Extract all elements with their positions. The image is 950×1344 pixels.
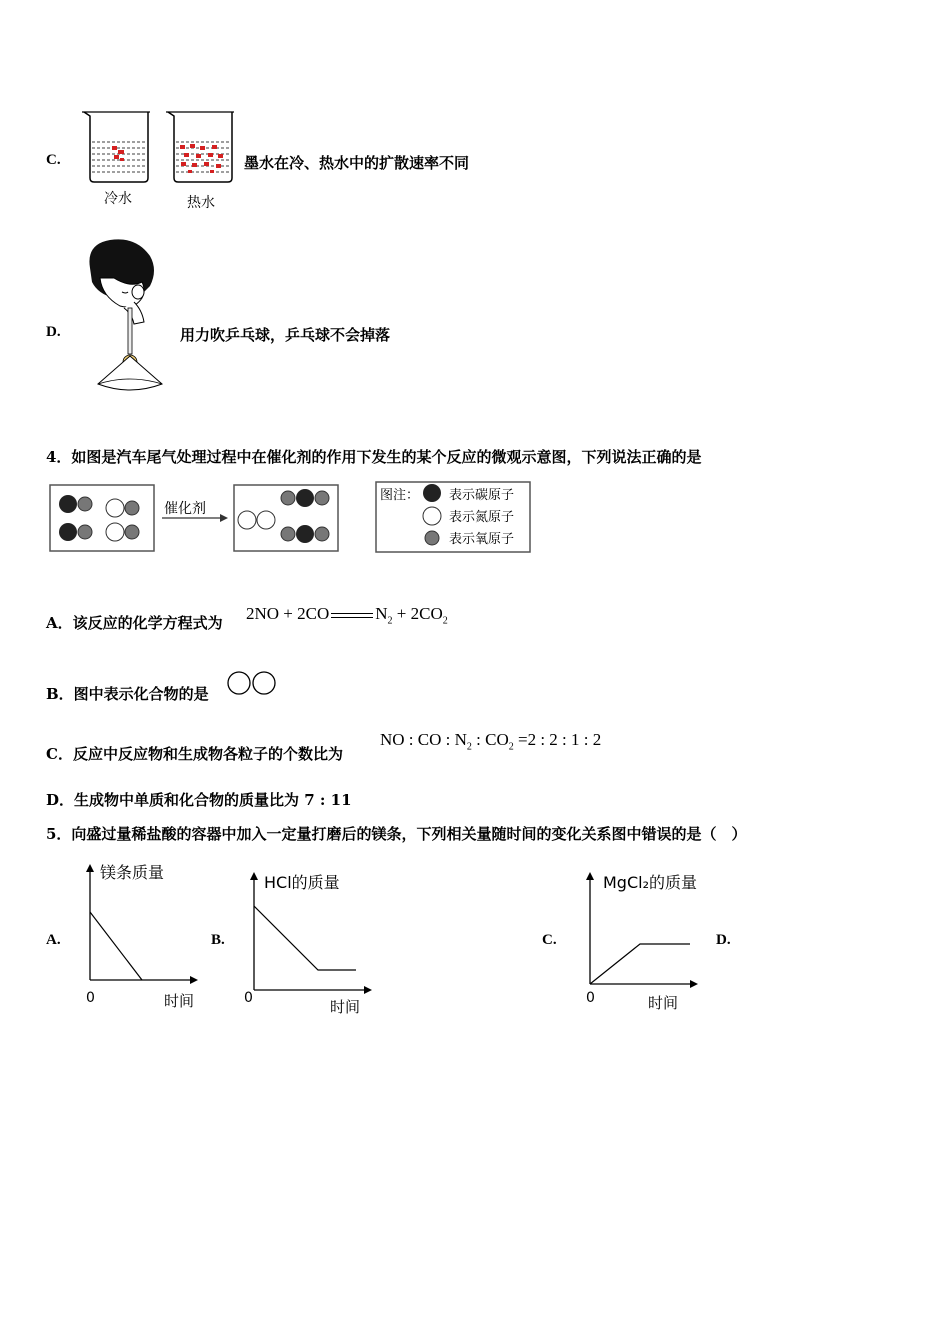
ratio-part2: : CO	[471, 730, 509, 749]
graph-c-label: C.	[542, 932, 557, 948]
n2-molecule-icon	[226, 670, 282, 698]
ratio-sub2: 2	[508, 741, 514, 753]
graph-d-label: D.	[716, 932, 731, 948]
graph-b-ylabel: HCl的质量	[264, 873, 340, 892]
option-d-label: D.	[46, 324, 61, 340]
eq-n: N	[375, 604, 388, 623]
legend-nitrogen: 表示氮原子	[449, 510, 515, 525]
q4-option-c-ratio	[380, 730, 601, 752]
boy-blowing-figure	[84, 238, 164, 398]
ratio-sub1: 2	[466, 741, 472, 753]
q4-option-a-label: A．该反应的化学方程式为	[46, 614, 223, 632]
q4-option-d-label: D．生成物中单质和化合物的质量比为 7 : 11	[46, 791, 352, 809]
hot-water-caption: 热水	[187, 195, 215, 211]
q4-option-c-label: C．反应中反应物和生成物各粒子的个数比为	[46, 745, 343, 763]
q4-option-b-label: B．图中表示化合物的是	[46, 685, 209, 703]
ratio-part3: =2 : 2 : 1 : 2	[513, 730, 602, 749]
product-box	[234, 485, 338, 551]
graph-b-xlabel: 时间	[330, 998, 361, 1016]
cold-water-caption: 冷水	[104, 191, 132, 207]
reactant-box	[50, 485, 154, 551]
graph-a-ylabel: 镁条质量	[100, 863, 165, 882]
q4-question: 4．如图是汽车尾气处理过程中在催化剂的作用下发生的某个反应的微观示意图，下列说法正确的是	[46, 448, 702, 466]
q5-question: 5．向盛过量稀盐酸的容器中加入一定量打磨后的镁条，下列相关量随时间的变化关系图中错误的是（ ）	[46, 825, 747, 843]
graph-b-curve	[254, 906, 356, 970]
option-c-label: C.	[46, 152, 61, 168]
eq-equals-sign	[331, 613, 373, 618]
eq-n-sub: 2	[387, 615, 393, 627]
graph-b-label: B.	[211, 932, 225, 948]
catalyst-label: 催化剂	[164, 501, 206, 517]
legend-title: 图注：	[380, 488, 420, 503]
cold-water-beaker	[82, 112, 150, 182]
graph-a-curve	[90, 912, 142, 980]
eq-co2-sub: 2	[442, 615, 448, 627]
eq-lhs: 2NO + 2CO	[246, 604, 330, 623]
hot-water-beaker	[166, 112, 234, 182]
legend-carbon: 表示碳原子	[449, 488, 515, 503]
graph-a-xlabel: 时间	[164, 992, 195, 1010]
graph-c-curve	[590, 944, 690, 984]
graph-b-origin: 0	[244, 990, 253, 1006]
legend-oxygen: 表示氧原子	[449, 532, 515, 547]
ratio-part1: NO : CO : N	[380, 730, 467, 749]
graph-a-origin: 0	[86, 990, 95, 1006]
option-d-text: 用力吹乒乓球，乒乓球不会掉落	[180, 326, 391, 344]
graph-a-label: A.	[46, 932, 61, 948]
graph-c-xlabel: 时间	[648, 994, 679, 1012]
option-c-text: 墨水在冷、热水中的扩散速率不同	[244, 154, 470, 172]
q4-option-a-equation	[246, 604, 448, 626]
eq-plus-co2: + 2CO	[392, 604, 443, 623]
graph-c-origin: 0	[586, 990, 595, 1006]
graph-c-ylabel: MgCl₂的质量	[603, 873, 697, 892]
